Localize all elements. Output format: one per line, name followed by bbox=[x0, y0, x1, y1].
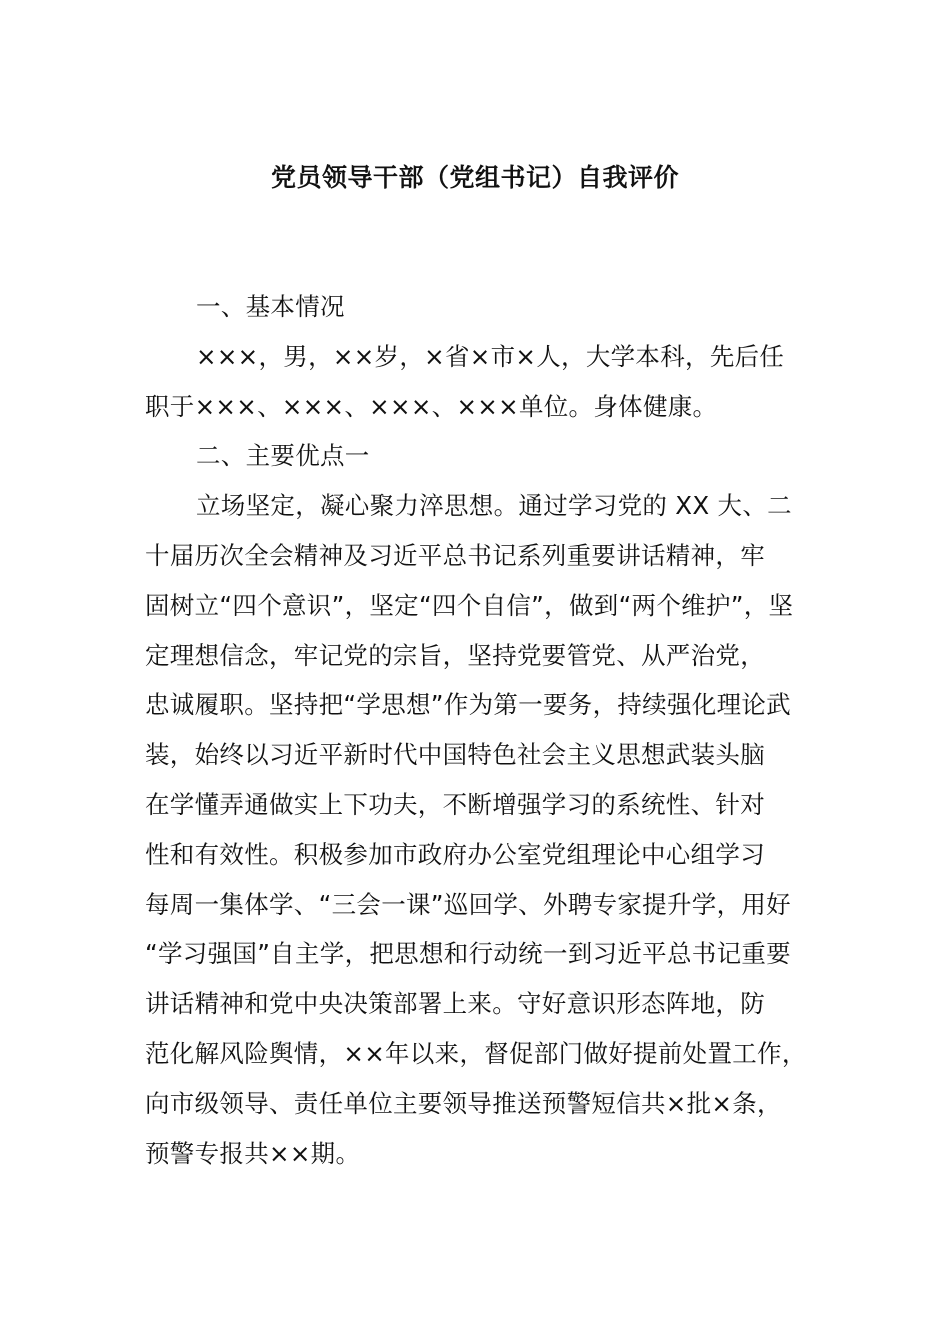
paragraph-line: 忠诚履职。坚持把“学思想”作为第一要务，持续强化理论武 bbox=[145, 690, 791, 720]
document-body bbox=[145, 282, 805, 1178]
paragraph-line: 讲话精神和党中央决策部署上来。守好意识形态阵地，防 bbox=[145, 989, 765, 1019]
paragraph-line: 固树立“四个意识”，坚定“四个自信”，做到“两个维护”，坚 bbox=[145, 590, 794, 620]
paragraph-line: 范化解风险舆情，××年以来，督促部门做好提前处置工作， bbox=[145, 1038, 807, 1068]
paragraph-line: 预警专报共××期。 bbox=[145, 1138, 361, 1168]
paragraph-line: 定理想信念，牢记党的宗旨，坚持党要管党、从严治党， bbox=[145, 640, 765, 670]
paragraph-line: 十届历次全会精神及习近平总书记系列重要讲话精神，牢 bbox=[145, 540, 765, 570]
paragraph-line: 性和有效性。积极参加市政府办公室党组理论中心组学习 bbox=[145, 839, 765, 869]
paragraph-line: “学习强国”自主学，把思想和行动统一到习近平总书记重要 bbox=[145, 939, 791, 969]
paragraph-line: 职于×××、×××、×××、×××单位。身体健康。 bbox=[145, 391, 718, 421]
paragraph-line: ×××，男，××岁，×省×市×人，大学本科，先后任 bbox=[196, 341, 785, 371]
document-title: 党员领导干部（党组书记）自我评价 bbox=[270, 163, 679, 192]
paragraph-line: 向市级领导、责任单位主要领导推送预警短信共×批×条， bbox=[145, 1088, 782, 1118]
section-heading-basic-info: 一、基本情况 bbox=[196, 292, 345, 321]
paragraph-line: 立场坚定，凝心聚力淬思想。通过学习党的 XX 大、二 bbox=[196, 491, 792, 521]
paragraph-line: 在学懂弄通做实上下功夫，不断增强学习的系统性、针对 bbox=[145, 789, 765, 819]
section-heading-main-strengths: 二、主要优点一 bbox=[196, 441, 370, 471]
paragraph-line: 装，始终以习近平新时代中国特色社会主义思想武装头脑 bbox=[145, 740, 765, 770]
paragraph-line: 每周一集体学、“三会一课”巡回学、外聘专家提升学，用好 bbox=[145, 889, 791, 919]
